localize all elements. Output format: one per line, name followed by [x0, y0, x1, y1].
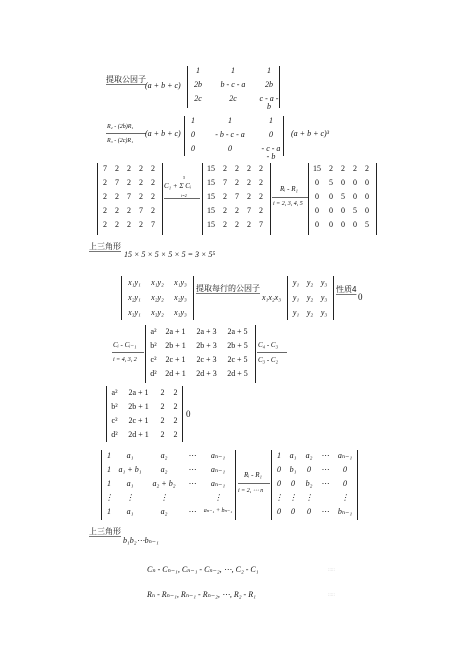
- cell: y₃: [320, 308, 328, 317]
- cell: 2: [259, 192, 263, 201]
- cell: 0: [365, 206, 369, 215]
- cell: 0: [341, 206, 345, 215]
- cell: 2: [160, 388, 165, 397]
- col-op-sum: C₁ + Σ Cᵢ: [164, 182, 192, 190]
- cell: x₂y₁: [128, 293, 141, 302]
- cell: x₂y₃: [174, 293, 187, 302]
- det-bar-right: [193, 276, 194, 320]
- cell: x₃y₁: [128, 308, 141, 317]
- cell: 0: [341, 220, 345, 229]
- cell: 2: [160, 430, 165, 439]
- cell: 15: [207, 220, 215, 229]
- cell: 1: [267, 66, 271, 75]
- cell: 1: [107, 507, 111, 516]
- op-label-extract-row-factors: 提取每行的公因子: [196, 284, 260, 293]
- det-bar-left: [187, 66, 188, 108]
- det-bar-right: [270, 163, 271, 235]
- result-expression: b₁b₂⋯bₙ₋₁: [123, 536, 159, 545]
- cell: 7: [247, 206, 251, 215]
- cell: x₂y₂: [151, 293, 164, 302]
- cell: 0: [307, 507, 311, 516]
- cell: 2: [365, 164, 369, 173]
- cell: 2: [235, 178, 239, 187]
- cell: 2: [353, 164, 357, 173]
- cell: y₂: [306, 278, 314, 287]
- cell: 0: [228, 144, 232, 153]
- cell: 0: [343, 465, 347, 474]
- cell: 2c: [229, 94, 237, 103]
- cell: 0: [307, 465, 311, 474]
- cell: ⋮: [341, 493, 349, 502]
- cell: a₁: [126, 451, 134, 460]
- result-expression: (a + b + c)³: [291, 129, 330, 138]
- cell: 2: [259, 206, 263, 215]
- cell: - c - a - b: [261, 144, 281, 161]
- cell: 2: [247, 164, 251, 173]
- cell: 2: [160, 402, 165, 411]
- cell: 7: [115, 178, 119, 187]
- op-arrow: [164, 198, 200, 199]
- cell: 5: [353, 206, 357, 215]
- cell: a₁: [126, 507, 134, 516]
- cell: 2: [247, 192, 251, 201]
- cell: 0: [315, 178, 319, 187]
- cell: 2: [103, 206, 107, 215]
- cell: 15: [207, 192, 215, 201]
- cell: 2: [247, 220, 251, 229]
- determinant-matrix: [189, 67, 279, 111]
- cell: 2: [329, 164, 333, 173]
- cell: ⋯: [188, 507, 196, 516]
- cell: a²: [150, 327, 157, 336]
- cell: 2: [115, 206, 119, 215]
- cell: 2: [127, 164, 131, 173]
- op-label-upper-triangular: 上三角形: [89, 242, 121, 251]
- cell: 2: [139, 164, 143, 173]
- cell: c²: [111, 416, 118, 425]
- cell: 2: [223, 192, 227, 201]
- det-bar-right: [255, 325, 256, 383]
- determinant-matrix-2: [203, 165, 269, 229]
- cell: a₁ + b₁: [118, 465, 142, 474]
- cell: aₙ₋₁: [210, 465, 226, 474]
- cell: a₂: [160, 507, 168, 516]
- cell: b - c - a: [220, 80, 246, 89]
- cell: c - a - b: [259, 94, 279, 111]
- op-label-property-4: 性质4: [336, 285, 357, 294]
- cell: a₂: [160, 465, 168, 474]
- cell: 2a + 1: [128, 388, 149, 397]
- cell: 0: [329, 206, 333, 215]
- cell: 1: [277, 451, 281, 460]
- faint-mark: :::::: [328, 593, 335, 598]
- det-bar-right: [162, 163, 163, 235]
- cell: y₃: [320, 278, 328, 287]
- factor-expression: (a + b + c): [145, 129, 181, 138]
- cell: y₂: [306, 293, 314, 302]
- cell: x₁y₂: [151, 278, 164, 287]
- det-bar-left: [106, 386, 107, 442]
- cell: 2: [115, 220, 119, 229]
- cell: 2: [103, 220, 107, 229]
- determinant-matrix: [147, 328, 253, 378]
- cell: 15: [207, 206, 215, 215]
- result-zero: 0: [186, 409, 191, 419]
- cell: 1: [196, 66, 200, 75]
- cell: 2: [103, 192, 107, 201]
- cell: 7: [235, 192, 239, 201]
- cell: 2b + 1: [165, 341, 186, 350]
- cell: 1: [107, 451, 111, 460]
- cell: ⋯: [188, 465, 196, 474]
- cell: 2d + 5: [227, 369, 248, 378]
- cell: 2b: [265, 80, 273, 89]
- cell: 2b + 3: [196, 341, 217, 350]
- cell: 2: [223, 164, 227, 173]
- cell: ⋯: [188, 479, 196, 488]
- cell: ⋯: [321, 451, 329, 460]
- cell: 0: [291, 479, 295, 488]
- cell: 1: [228, 116, 232, 125]
- determinant-matrix-1: [103, 452, 235, 516]
- cell: 2: [103, 178, 107, 187]
- cell: 2: [223, 206, 227, 215]
- cell: 2c + 5: [227, 355, 248, 364]
- cell: y₁: [292, 278, 300, 287]
- determinant-matrix: [289, 279, 333, 317]
- op-arrow: [238, 483, 270, 484]
- col-op-3: C₃ - C₂: [258, 356, 279, 364]
- cell: x₃y₂: [151, 308, 164, 317]
- cell: 2: [127, 178, 131, 187]
- det-bar-right: [333, 276, 334, 320]
- column-ops-line: Cₙ - Cₙ₋₁, Cₙ₋₁ - Cₙ₋₂, ⋯, C₂ - C₁: [147, 565, 259, 574]
- cell: ⋮: [305, 493, 313, 502]
- cell: 15: [313, 164, 321, 173]
- faint-mark: :::::: [328, 568, 335, 573]
- determinant-matrix-1: [99, 165, 161, 229]
- det-bar-right: [376, 163, 377, 235]
- op-arrow: [272, 197, 308, 198]
- cell: 2: [173, 388, 178, 397]
- col-op: Cᵢ - Cᵢ₋₁: [113, 341, 137, 349]
- cell: x₃y₃: [174, 308, 187, 317]
- row-op-range: i = 2, ⋯ n: [238, 488, 264, 494]
- cell: 1: [231, 66, 235, 75]
- cell: d²: [150, 369, 157, 378]
- cell: - b - c - a: [215, 130, 245, 139]
- det-bar-left: [101, 450, 102, 520]
- cell: 2: [173, 402, 178, 411]
- row-op: Rᵢ - R₁: [280, 185, 298, 193]
- cell: 0: [315, 206, 319, 215]
- cell: 2: [173, 416, 178, 425]
- cell: aₙ₋₁ + bₙ₋₁: [203, 508, 233, 514]
- cell: ⋮: [160, 493, 168, 502]
- cell: b²: [150, 341, 157, 350]
- cell: 2b: [194, 80, 202, 89]
- cell: ⋯: [188, 451, 196, 460]
- cell: 0: [329, 192, 333, 201]
- op-label-upper-triangular: 上三角形: [89, 527, 121, 536]
- cell: ⋯: [321, 479, 329, 488]
- cell: y₃: [320, 293, 328, 302]
- cell: 2: [341, 164, 345, 173]
- cell: aₙ₋₁: [210, 451, 226, 460]
- cell: 1: [191, 116, 195, 125]
- cell: 7: [223, 178, 227, 187]
- det-bar-left: [145, 325, 146, 383]
- row-op-2: R₃ - (2c)R₁: [107, 138, 134, 144]
- cell: 2d + 1: [128, 430, 149, 439]
- cell: 0: [343, 479, 347, 488]
- determinant-matrix: [108, 389, 184, 439]
- cell: 2: [151, 164, 155, 173]
- cell: ⋮: [275, 493, 283, 502]
- determinant-matrix: [123, 279, 193, 317]
- cell: 2: [173, 430, 178, 439]
- cell: [317, 494, 333, 502]
- op-label-extract-factor: 提取公因子: [106, 75, 146, 84]
- det-bar-right: [279, 66, 280, 108]
- cell: ⋮: [105, 493, 113, 502]
- cell: 2: [115, 192, 119, 201]
- cell: 0: [191, 130, 195, 139]
- result-expression: 15 × 5 × 5 × 5 × 5 = 3 × 5⁵: [124, 250, 216, 259]
- cell: 2: [115, 164, 119, 173]
- cell: 2b + 5: [227, 341, 248, 350]
- cell: 0: [341, 178, 345, 187]
- cell: 2: [259, 178, 263, 187]
- det-bar-left: [287, 276, 288, 320]
- cell: 1: [107, 479, 111, 488]
- cell: 2: [235, 164, 239, 173]
- result-zero: 0: [358, 292, 363, 302]
- cell: 2: [151, 192, 155, 201]
- cell: 2a + 5: [227, 327, 248, 336]
- cell: 2: [223, 220, 227, 229]
- row-op-1: R₂ - (2b)R₁: [107, 124, 134, 130]
- cell: a₁: [126, 479, 134, 488]
- cell: ⋯: [321, 465, 329, 474]
- det-bar-right: [235, 450, 236, 520]
- cell: b₂: [305, 479, 313, 488]
- cell: 0: [365, 178, 369, 187]
- cell: y₂: [306, 308, 314, 317]
- cell: ⋮: [126, 493, 134, 502]
- det-bar-right: [283, 116, 284, 156]
- cell: 2: [247, 178, 251, 187]
- cell: 0: [191, 144, 195, 153]
- cell: 0: [277, 507, 281, 516]
- cell: aₙ₋₁: [210, 479, 226, 488]
- cell: b²: [111, 402, 118, 411]
- row-op-range: i = 2, 3, 4, 5: [273, 201, 303, 207]
- cell: 1: [269, 116, 273, 125]
- cell: x₁y₁: [128, 278, 141, 287]
- cell: 2d + 3: [196, 369, 217, 378]
- cell: 7: [103, 164, 107, 173]
- cell: a₂: [160, 451, 168, 460]
- det-bar-right: [357, 450, 358, 520]
- cell: 2a + 3: [196, 327, 217, 336]
- cell: ⋮: [289, 493, 297, 502]
- cell: 7: [151, 220, 155, 229]
- cell: 2: [259, 164, 263, 173]
- cell: 7: [139, 206, 143, 215]
- cell: 0: [277, 479, 281, 488]
- cell: 0: [329, 220, 333, 229]
- cell: 0: [277, 465, 281, 474]
- cell: a₂ + b₂: [152, 479, 176, 488]
- determinant-matrix: [186, 117, 282, 161]
- det-bar-right: [182, 386, 183, 442]
- cell: [183, 494, 201, 502]
- det-bar-left: [184, 116, 185, 156]
- cell: 0: [269, 130, 273, 139]
- op-arrow: [112, 352, 144, 353]
- factor-expression: (a + b + c): [145, 81, 181, 90]
- cell: 5: [341, 192, 345, 201]
- cell: 2c + 1: [165, 355, 186, 364]
- determinant-matrix-2: [273, 452, 357, 516]
- cell: 2b + 1: [128, 402, 149, 411]
- cell: b₁: [289, 465, 297, 474]
- cell: 2: [127, 220, 131, 229]
- cell: a²: [111, 388, 118, 397]
- cell: 0: [353, 192, 357, 201]
- cell: 2a + 1: [165, 327, 186, 336]
- sum-lower-limit: i=2: [181, 193, 187, 198]
- cell: 2c + 3: [196, 355, 217, 364]
- cell: 7: [127, 192, 131, 201]
- op-arrow: [106, 133, 146, 134]
- cell: y₁: [292, 293, 300, 302]
- col-op-range: i = 4, 3, 2: [113, 357, 137, 363]
- cell: 2d + 1: [165, 369, 186, 378]
- op-arrow: [257, 352, 287, 353]
- factor-expression: x₁x₂x₃: [262, 293, 281, 302]
- determinant-matrix-3: [309, 165, 375, 229]
- cell: aₙ₋₁: [337, 451, 353, 460]
- cell: 5: [329, 178, 333, 187]
- cell: 0: [353, 220, 357, 229]
- cell: a₂: [305, 451, 313, 460]
- cell: 2: [160, 416, 165, 425]
- cell: 2: [139, 178, 143, 187]
- cell: 1: [107, 465, 111, 474]
- cell: 0: [365, 192, 369, 201]
- cell: 15: [207, 178, 215, 187]
- det-bar-left: [121, 276, 122, 320]
- cell: c²: [150, 355, 157, 364]
- cell: 0: [291, 507, 295, 516]
- cell: ⋯: [321, 507, 329, 516]
- cell: 7: [259, 220, 263, 229]
- cell: 2: [139, 192, 143, 201]
- cell: 2: [235, 220, 239, 229]
- cell: 2c: [194, 94, 202, 103]
- col-op-2: C₄ - C₃: [258, 341, 279, 349]
- cell: bₙ₋₁: [337, 507, 353, 516]
- cell: a₁: [289, 451, 297, 460]
- cell: 5: [365, 220, 369, 229]
- cell: 2: [127, 206, 131, 215]
- cell: 2: [139, 220, 143, 229]
- cell: x₁y₃: [174, 278, 187, 287]
- cell: 0: [315, 220, 319, 229]
- cell: 2: [151, 178, 155, 187]
- cell: 2: [151, 206, 155, 215]
- cell: 15: [207, 164, 215, 173]
- cell: d²: [111, 430, 118, 439]
- row-ops-line: Rₙ - Rₙ₋₁, Rₙ₋₁ - Rₙ₋₂, ⋯, R₂ - R₁: [147, 590, 256, 599]
- cell: 2: [235, 206, 239, 215]
- cell: y₁: [292, 308, 300, 317]
- cell: 2c + 1: [128, 416, 149, 425]
- cell: 0: [315, 192, 319, 201]
- det-bar-left: [271, 450, 272, 520]
- row-op: Rᵢ - R₁: [244, 471, 262, 479]
- det-bar-left: [97, 163, 98, 235]
- sum-upper-limit: 5: [183, 175, 185, 180]
- cell: ⋮: [214, 493, 222, 502]
- cell: 0: [353, 178, 357, 187]
